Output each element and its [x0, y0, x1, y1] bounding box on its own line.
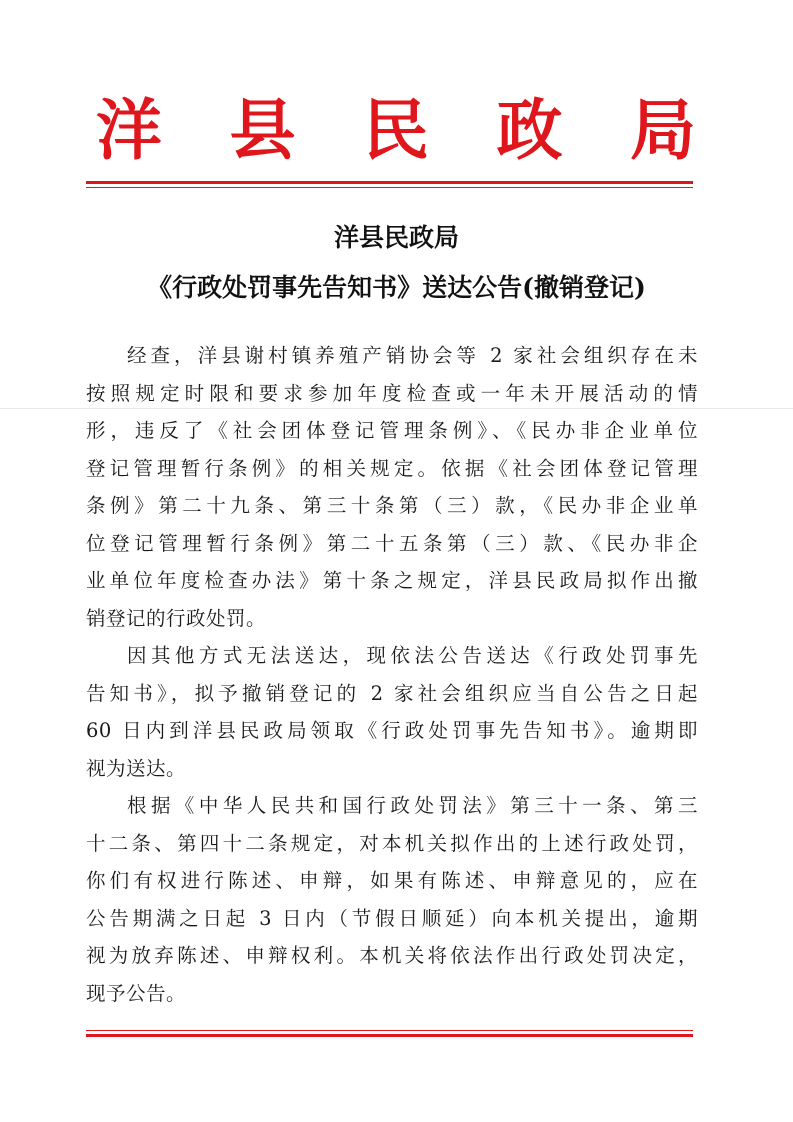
letterhead-char: 洋: [96, 91, 162, 169]
body-line: 60 日内到洋县民政局领取《行政处罚事先告知书》。逾期即: [86, 719, 698, 742]
body-line: 按照规定时限和要求参加年度检查或一年未开展活动的情: [86, 381, 698, 405]
letterhead-char: 民: [363, 91, 429, 169]
body-line: 形，违反了《社会团体登记管理条例》、《民办非企业单位: [86, 419, 698, 442]
letterhead-char: 政: [496, 91, 563, 169]
header-divider-thick: [86, 181, 693, 184]
body-line: 业单位年度检查办法》第十条之规定，洋县民政局拟作出撤: [86, 569, 698, 592]
agency-letterhead: [96, 88, 696, 172]
body-line: 因其他方式无法送达，现依法公告送达《行政处罚事先: [127, 644, 698, 667]
body-line: 销登记的行政处罚。: [86, 606, 267, 630]
body-line: 经查，洋县谢村镇养殖产销协会等 2 家社会组织存在未: [127, 344, 698, 367]
body-line: 视为送达。: [86, 756, 187, 780]
letterhead-char: 局: [630, 91, 696, 169]
body-line: 你们有权进行陈述、申辩，如果有陈述、申辩意见的，应在: [86, 869, 698, 892]
document-title-line-2: 《行政处罚事先告知书》送达公告(撤销登记): [147, 273, 646, 302]
body-line: 十二条、第四十二条规定，对本机关拟作出的上述行政处罚，: [86, 831, 698, 855]
footer-divider-thick: [86, 1034, 693, 1037]
body-line: 告知书》，拟予撤销登记的 2 家社会组织应当自公告之日起: [86, 681, 698, 705]
body-line: 位登记管理暂行条例》第二十五条第（三）款、《民办非企: [86, 531, 698, 555]
body-line: 登记管理暂行条例》的相关规定。依据《社会团体登记管理: [86, 456, 698, 480]
letterhead-char: 县: [229, 91, 296, 169]
notice-body: [86, 337, 698, 1012]
footer-divider-thin: [86, 1030, 693, 1031]
body-line: 根据《中华人民共和国行政处罚法》第三十一条、第三: [127, 794, 698, 817]
body-line: 公告期满之日起 3 日内（节假日顺延）向本机关提出，逾期: [86, 906, 698, 930]
body-line: 条例》第二十九条、第三十条第（三）款，《民办非企业单: [86, 494, 698, 517]
header-divider-thin: [86, 187, 693, 188]
body-line: 视为放弃陈述、申辩权利。本机关将依法作出行政处罚决定，: [86, 944, 698, 967]
document-title-line-1: 洋县民政局: [333, 223, 459, 252]
body-line: 现予公告。: [86, 981, 187, 1005]
